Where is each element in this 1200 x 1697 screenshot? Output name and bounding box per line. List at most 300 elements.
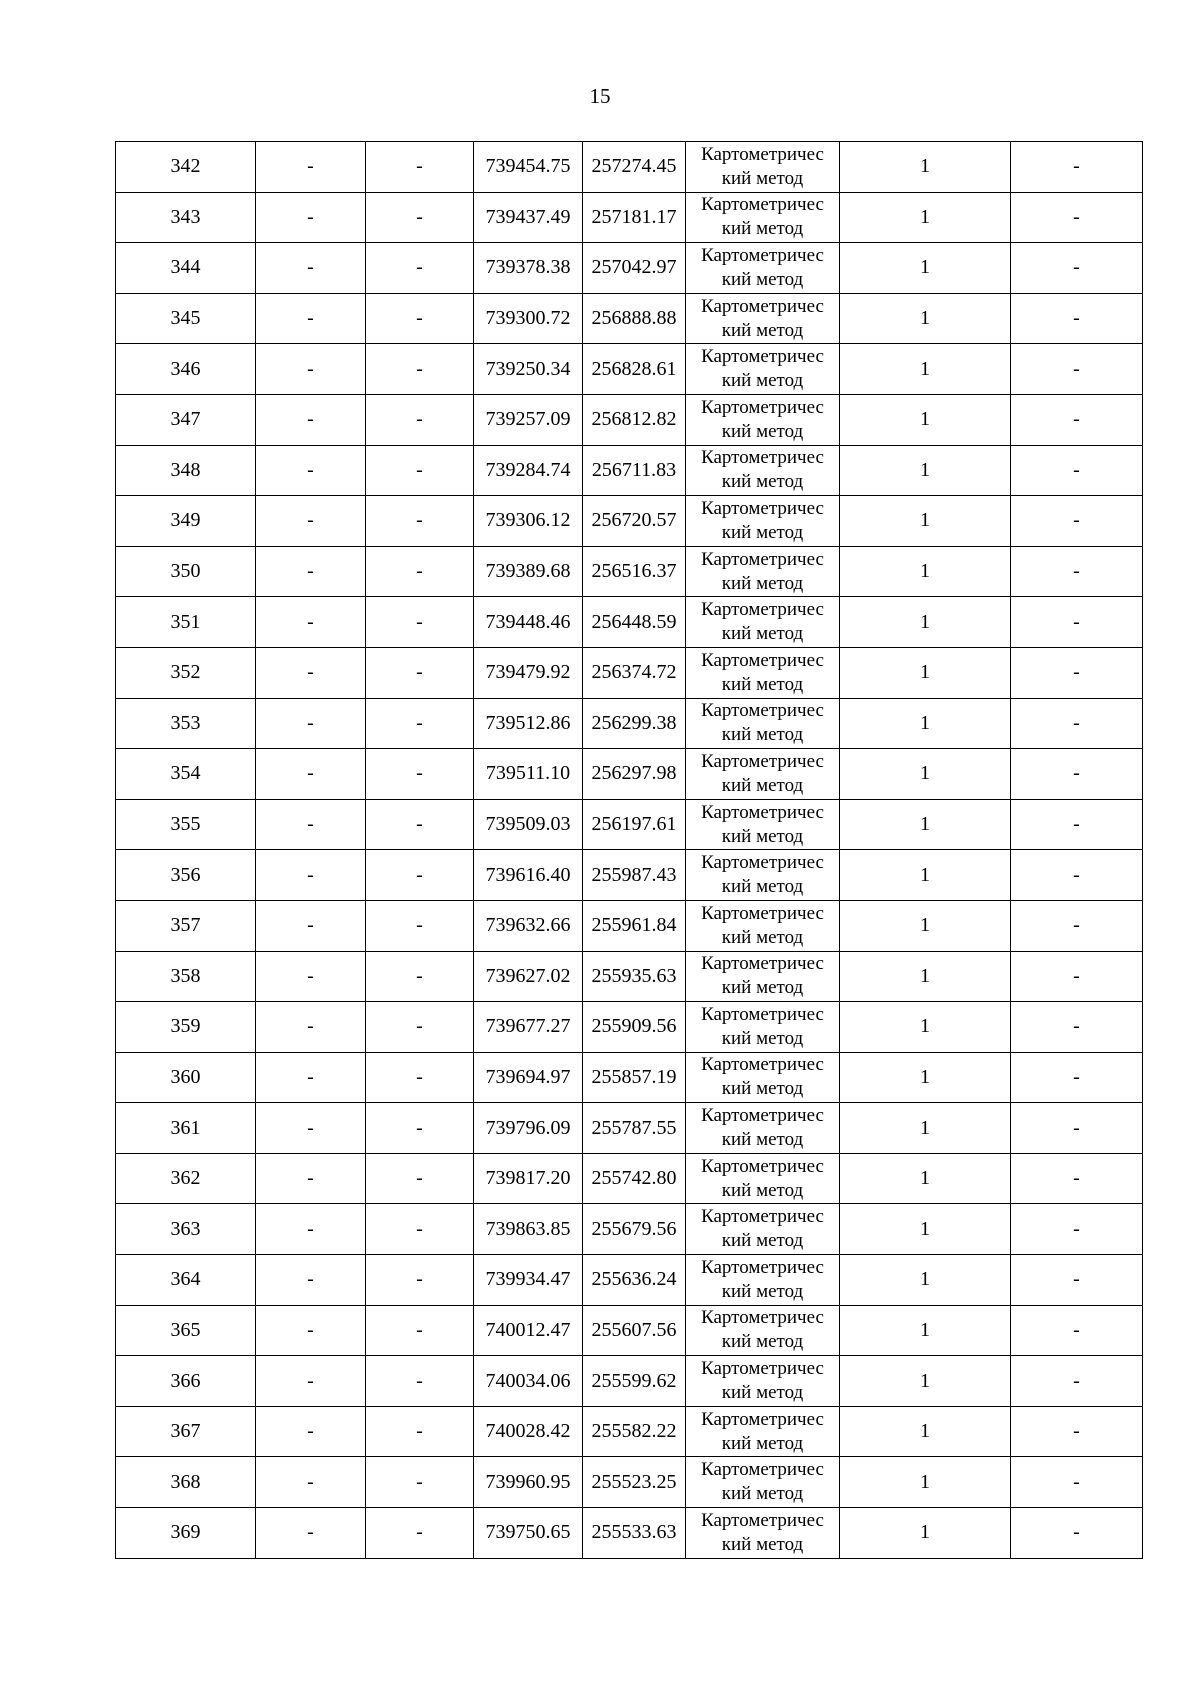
table-row: [116, 1406, 1143, 1457]
empty-value-cell: -: [256, 1406, 366, 1457]
note-cell: -: [1011, 1103, 1143, 1154]
method-line-1: Картометричес: [701, 346, 824, 368]
method-cell: [686, 1508, 840, 1559]
empty-value-cell: -: [366, 1204, 474, 1255]
method-line-2: кий метод: [721, 218, 804, 240]
x-coordinate-cell: 739437.49: [474, 192, 583, 243]
y-coordinate-cell: 256812.82: [583, 394, 686, 445]
accuracy-cell: 1: [840, 1457, 1011, 1508]
point-number-cell: 350: [116, 546, 256, 597]
point-number-cell: 366: [116, 1356, 256, 1407]
method-line-2: кий метод: [721, 420, 804, 442]
accuracy-cell: 1: [840, 445, 1011, 496]
empty-value-cell: -: [256, 1508, 366, 1559]
note-cell: -: [1011, 1508, 1143, 1559]
accuracy-cell: 1: [840, 1255, 1011, 1306]
y-coordinate-cell: 255636.24: [583, 1255, 686, 1306]
accuracy-cell: 1: [840, 900, 1011, 951]
x-coordinate-cell: 739796.09: [474, 1103, 583, 1154]
table-row: [116, 1153, 1143, 1204]
empty-value-cell: -: [256, 1204, 366, 1255]
empty-value-cell: -: [256, 799, 366, 850]
point-number-cell: 349: [116, 496, 256, 547]
method-line-2: кий метод: [721, 521, 804, 543]
note-cell: -: [1011, 1356, 1143, 1407]
y-coordinate-cell: 255533.63: [583, 1508, 686, 1559]
method-line-1: Картометричес: [701, 1459, 824, 1481]
note-cell: -: [1011, 698, 1143, 749]
method-line-2: кий метод: [721, 825, 804, 847]
accuracy-cell: 1: [840, 344, 1011, 395]
x-coordinate-cell: 739448.46: [474, 597, 583, 648]
accuracy-cell: 1: [840, 546, 1011, 597]
empty-value-cell: -: [256, 698, 366, 749]
y-coordinate-cell: 256720.57: [583, 496, 686, 547]
point-number-cell: 344: [116, 243, 256, 294]
method-line-1: Картометричес: [701, 1408, 824, 1430]
empty-value-cell: -: [366, 1457, 474, 1508]
accuracy-cell: 1: [840, 394, 1011, 445]
method-line-2: кий метод: [721, 1533, 804, 1555]
method-line-1: Картометричес: [701, 143, 824, 165]
method-line-2: кий метод: [721, 471, 804, 493]
point-number-cell: 348: [116, 445, 256, 496]
empty-value-cell: -: [366, 951, 474, 1002]
accuracy-cell: 1: [840, 1406, 1011, 1457]
method-line-1: Картометричес: [701, 548, 824, 570]
point-number-cell: 345: [116, 293, 256, 344]
accuracy-cell: 1: [840, 1204, 1011, 1255]
point-number-cell: 356: [116, 850, 256, 901]
method-line-1: Картометричес: [701, 852, 824, 874]
x-coordinate-cell: 739512.86: [474, 698, 583, 749]
point-number-cell: 346: [116, 344, 256, 395]
empty-value-cell: -: [256, 293, 366, 344]
method-line-2: кий метод: [721, 167, 804, 189]
note-cell: -: [1011, 293, 1143, 344]
table-row: [116, 1457, 1143, 1508]
x-coordinate-cell: 739509.03: [474, 799, 583, 850]
method-line-1: Картометричес: [701, 902, 824, 924]
method-line-2: кий метод: [721, 1027, 804, 1049]
table-row: [116, 1002, 1143, 1053]
table-row: [116, 192, 1143, 243]
method-line-1: Картометричес: [701, 953, 824, 975]
table-row: [116, 344, 1143, 395]
x-coordinate-cell: 739389.68: [474, 546, 583, 597]
empty-value-cell: -: [366, 243, 474, 294]
accuracy-cell: 1: [840, 1103, 1011, 1154]
method-line-2: кий метод: [721, 1382, 804, 1404]
x-coordinate-cell: 739616.40: [474, 850, 583, 901]
table-row: [116, 293, 1143, 344]
y-coordinate-cell: 257181.17: [583, 192, 686, 243]
x-coordinate-cell: 739454.75: [474, 142, 583, 193]
method-cell: [686, 192, 840, 243]
note-cell: -: [1011, 1052, 1143, 1103]
empty-value-cell: -: [256, 243, 366, 294]
method-cell: [686, 496, 840, 547]
table-row: [116, 799, 1143, 850]
empty-value-cell: -: [366, 496, 474, 547]
accuracy-cell: 1: [840, 1002, 1011, 1053]
point-number-cell: 364: [116, 1255, 256, 1306]
x-coordinate-cell: 739750.65: [474, 1508, 583, 1559]
empty-value-cell: -: [366, 142, 474, 193]
y-coordinate-cell: 255582.22: [583, 1406, 686, 1457]
empty-value-cell: -: [366, 1305, 474, 1356]
note-cell: -: [1011, 243, 1143, 294]
method-line-2: кий метод: [721, 623, 804, 645]
method-line-2: кий метод: [721, 1129, 804, 1151]
note-cell: -: [1011, 1457, 1143, 1508]
method-cell: [686, 243, 840, 294]
empty-value-cell: -: [366, 1356, 474, 1407]
method-line-1: Картометричес: [701, 750, 824, 772]
empty-value-cell: -: [256, 749, 366, 800]
x-coordinate-cell: 739694.97: [474, 1052, 583, 1103]
method-cell: [686, 1255, 840, 1306]
table-row: [116, 647, 1143, 698]
method-cell: [686, 951, 840, 1002]
note-cell: -: [1011, 850, 1143, 901]
table-row: [116, 900, 1143, 951]
method-cell: [686, 1406, 840, 1457]
method-line-1: Картометричес: [701, 295, 824, 317]
point-number-cell: 363: [116, 1204, 256, 1255]
method-line-2: кий метод: [721, 926, 804, 948]
y-coordinate-cell: 256888.88: [583, 293, 686, 344]
point-number-cell: 353: [116, 698, 256, 749]
empty-value-cell: -: [256, 1002, 366, 1053]
x-coordinate-cell: 739934.47: [474, 1255, 583, 1306]
method-line-1: Картометричес: [701, 1358, 824, 1380]
table-row: [116, 749, 1143, 800]
empty-value-cell: -: [366, 647, 474, 698]
empty-value-cell: -: [366, 698, 474, 749]
note-cell: -: [1011, 1153, 1143, 1204]
accuracy-cell: 1: [840, 243, 1011, 294]
point-number-cell: 360: [116, 1052, 256, 1103]
point-number-cell: 351: [116, 597, 256, 648]
x-coordinate-cell: 739284.74: [474, 445, 583, 496]
empty-value-cell: -: [366, 445, 474, 496]
empty-value-cell: -: [366, 1255, 474, 1306]
empty-value-cell: -: [256, 1153, 366, 1204]
method-line-2: кий метод: [721, 319, 804, 341]
method-cell: [686, 293, 840, 344]
note-cell: -: [1011, 546, 1143, 597]
accuracy-cell: 1: [840, 192, 1011, 243]
method-line-1: Картометричес: [701, 194, 824, 216]
method-line-2: кий метод: [721, 1483, 804, 1505]
table-row: [116, 496, 1143, 547]
method-line-2: кий метод: [721, 1280, 804, 1302]
x-coordinate-cell: 739479.92: [474, 647, 583, 698]
method-line-2: кий метод: [721, 977, 804, 999]
method-cell: [686, 900, 840, 951]
accuracy-cell: 1: [840, 496, 1011, 547]
method-cell: [686, 1356, 840, 1407]
empty-value-cell: -: [366, 749, 474, 800]
y-coordinate-cell: 256711.83: [583, 445, 686, 496]
method-line-1: Картометричес: [701, 1256, 824, 1278]
table-body: [116, 142, 1143, 1559]
method-cell: [686, 394, 840, 445]
note-cell: -: [1011, 597, 1143, 648]
note-cell: -: [1011, 900, 1143, 951]
method-line-2: кий метод: [721, 1179, 804, 1201]
note-cell: -: [1011, 1255, 1143, 1306]
method-cell: [686, 799, 840, 850]
x-coordinate-cell: 740028.42: [474, 1406, 583, 1457]
method-cell: [686, 597, 840, 648]
method-line-1: Картометричес: [701, 1307, 824, 1329]
empty-value-cell: -: [256, 142, 366, 193]
table-row: [116, 1508, 1143, 1559]
y-coordinate-cell: 256448.59: [583, 597, 686, 648]
table-row: [116, 394, 1143, 445]
method-line-2: кий метод: [721, 876, 804, 898]
empty-value-cell: -: [256, 344, 366, 395]
method-line-1: Картометричес: [701, 1003, 824, 1025]
y-coordinate-cell: 257042.97: [583, 243, 686, 294]
empty-value-cell: -: [256, 647, 366, 698]
page-number: 15: [589, 84, 611, 108]
y-coordinate-cell: 257274.45: [583, 142, 686, 193]
table-row: [116, 1204, 1143, 1255]
empty-value-cell: -: [256, 1052, 366, 1103]
method-line-1: Картометричес: [701, 1054, 824, 1076]
empty-value-cell: -: [256, 1305, 366, 1356]
y-coordinate-cell: 255599.62: [583, 1356, 686, 1407]
empty-value-cell: -: [256, 1255, 366, 1306]
method-cell: [686, 647, 840, 698]
table-row: [116, 1103, 1143, 1154]
empty-value-cell: -: [256, 951, 366, 1002]
accuracy-cell: 1: [840, 799, 1011, 850]
table-row: [116, 951, 1143, 1002]
point-number-cell: 343: [116, 192, 256, 243]
method-cell: [686, 1457, 840, 1508]
x-coordinate-cell: 739306.12: [474, 496, 583, 547]
point-number-cell: 368: [116, 1457, 256, 1508]
x-coordinate-cell: 739250.34: [474, 344, 583, 395]
method-cell: [686, 1002, 840, 1053]
accuracy-cell: 1: [840, 850, 1011, 901]
y-coordinate-cell: 255679.56: [583, 1204, 686, 1255]
empty-value-cell: -: [366, 1153, 474, 1204]
method-line-2: кий метод: [721, 1078, 804, 1100]
note-cell: -: [1011, 1305, 1143, 1356]
accuracy-cell: 1: [840, 951, 1011, 1002]
empty-value-cell: -: [366, 1406, 474, 1457]
note-cell: -: [1011, 951, 1143, 1002]
method-cell: [686, 850, 840, 901]
empty-value-cell: -: [366, 1508, 474, 1559]
point-number-cell: 352: [116, 647, 256, 698]
accuracy-cell: 1: [840, 1356, 1011, 1407]
method-line-2: кий метод: [721, 572, 804, 594]
method-line-1: Картометричес: [701, 244, 824, 266]
method-line-2: кий метод: [721, 724, 804, 746]
empty-value-cell: -: [256, 546, 366, 597]
accuracy-cell: 1: [840, 1052, 1011, 1103]
table-row: [116, 1052, 1143, 1103]
empty-value-cell: -: [366, 192, 474, 243]
accuracy-cell: 1: [840, 293, 1011, 344]
point-number-cell: 354: [116, 749, 256, 800]
empty-value-cell: -: [256, 850, 366, 901]
y-coordinate-cell: 255987.43: [583, 850, 686, 901]
empty-value-cell: -: [256, 192, 366, 243]
x-coordinate-cell: 740034.06: [474, 1356, 583, 1407]
y-coordinate-cell: 256197.61: [583, 799, 686, 850]
point-number-cell: 365: [116, 1305, 256, 1356]
method-line-2: кий метод: [721, 1331, 804, 1353]
y-coordinate-cell: 255857.19: [583, 1052, 686, 1103]
note-cell: -: [1011, 445, 1143, 496]
method-cell: [686, 1052, 840, 1103]
y-coordinate-cell: 256297.98: [583, 749, 686, 800]
x-coordinate-cell: 739627.02: [474, 951, 583, 1002]
y-coordinate-cell: 255523.25: [583, 1457, 686, 1508]
x-coordinate-cell: 739378.38: [474, 243, 583, 294]
method-line-1: Картометричес: [701, 447, 824, 469]
method-line-1: Картометричес: [701, 1105, 824, 1127]
x-coordinate-cell: 739960.95: [474, 1457, 583, 1508]
accuracy-cell: 1: [840, 647, 1011, 698]
table-row: [116, 597, 1143, 648]
empty-value-cell: -: [256, 900, 366, 951]
note-cell: -: [1011, 749, 1143, 800]
table-row: [116, 698, 1143, 749]
empty-value-cell: -: [366, 597, 474, 648]
accuracy-cell: 1: [840, 1305, 1011, 1356]
method-line-1: Картометричес: [701, 1206, 824, 1228]
method-line-1: Картометричес: [701, 801, 824, 823]
accuracy-cell: 1: [840, 698, 1011, 749]
y-coordinate-cell: 256374.72: [583, 647, 686, 698]
method-line-1: Картометричес: [701, 396, 824, 418]
empty-value-cell: -: [366, 1103, 474, 1154]
note-cell: -: [1011, 1002, 1143, 1053]
empty-value-cell: -: [256, 496, 366, 547]
method-cell: [686, 1204, 840, 1255]
point-number-cell: 347: [116, 394, 256, 445]
x-coordinate-cell: 739300.72: [474, 293, 583, 344]
method-cell: [686, 698, 840, 749]
empty-value-cell: -: [256, 597, 366, 648]
method-cell: [686, 1153, 840, 1204]
point-number-cell: 358: [116, 951, 256, 1002]
empty-value-cell: -: [256, 445, 366, 496]
coordinates-table: [115, 141, 1143, 1559]
y-coordinate-cell: 255961.84: [583, 900, 686, 951]
empty-value-cell: -: [256, 1356, 366, 1407]
method-line-1: Картометричес: [701, 700, 824, 722]
y-coordinate-cell: 256299.38: [583, 698, 686, 749]
empty-value-cell: -: [366, 344, 474, 395]
method-cell: [686, 344, 840, 395]
method-line-2: кий метод: [721, 1432, 804, 1454]
method-cell: [686, 1305, 840, 1356]
point-number-cell: 355: [116, 799, 256, 850]
y-coordinate-cell: 255909.56: [583, 1002, 686, 1053]
empty-value-cell: -: [256, 394, 366, 445]
x-coordinate-cell: 739257.09: [474, 394, 583, 445]
empty-value-cell: -: [366, 799, 474, 850]
method-line-1: Картометричес: [701, 497, 824, 519]
x-coordinate-cell: 739817.20: [474, 1153, 583, 1204]
point-number-cell: 357: [116, 900, 256, 951]
empty-value-cell: -: [256, 1103, 366, 1154]
note-cell: -: [1011, 394, 1143, 445]
empty-value-cell: -: [366, 1052, 474, 1103]
method-cell: [686, 749, 840, 800]
point-number-cell: 359: [116, 1002, 256, 1053]
method-line-2: кий метод: [721, 370, 804, 392]
method-line-2: кий метод: [721, 268, 804, 290]
empty-value-cell: -: [366, 546, 474, 597]
empty-value-cell: -: [366, 1002, 474, 1053]
note-cell: -: [1011, 344, 1143, 395]
point-number-cell: 367: [116, 1406, 256, 1457]
point-number-cell: 362: [116, 1153, 256, 1204]
point-number-cell: 342: [116, 142, 256, 193]
method-line-1: Картометричес: [701, 649, 824, 671]
method-cell: [686, 546, 840, 597]
note-cell: -: [1011, 142, 1143, 193]
table-row: [116, 142, 1143, 193]
method-line-1: Картометричес: [701, 599, 824, 621]
note-cell: -: [1011, 647, 1143, 698]
method-cell: [686, 142, 840, 193]
empty-value-cell: -: [366, 900, 474, 951]
y-coordinate-cell: 256828.61: [583, 344, 686, 395]
method-line-2: кий метод: [721, 774, 804, 796]
accuracy-cell: 1: [840, 749, 1011, 800]
x-coordinate-cell: 740012.47: [474, 1305, 583, 1356]
accuracy-cell: 1: [840, 142, 1011, 193]
empty-value-cell: -: [366, 850, 474, 901]
table-row: [116, 243, 1143, 294]
method-line-2: кий метод: [721, 673, 804, 695]
table-row: [116, 850, 1143, 901]
empty-value-cell: -: [366, 394, 474, 445]
table-row: [116, 546, 1143, 597]
empty-value-cell: -: [366, 293, 474, 344]
method-cell: [686, 445, 840, 496]
accuracy-cell: 1: [840, 597, 1011, 648]
table-row: [116, 445, 1143, 496]
x-coordinate-cell: 739677.27: [474, 1002, 583, 1053]
x-coordinate-cell: 739863.85: [474, 1204, 583, 1255]
method-line-2: кий метод: [721, 1230, 804, 1252]
note-cell: -: [1011, 496, 1143, 547]
y-coordinate-cell: 255935.63: [583, 951, 686, 1002]
y-coordinate-cell: 255787.55: [583, 1103, 686, 1154]
x-coordinate-cell: 739632.66: [474, 900, 583, 951]
table-row: [116, 1255, 1143, 1306]
method-line-1: Картометричес: [701, 1155, 824, 1177]
method-line-1: Картометричес: [701, 1509, 824, 1531]
x-coordinate-cell: 739511.10: [474, 749, 583, 800]
y-coordinate-cell: 255742.80: [583, 1153, 686, 1204]
note-cell: -: [1011, 1406, 1143, 1457]
note-cell: -: [1011, 799, 1143, 850]
note-cell: -: [1011, 1204, 1143, 1255]
